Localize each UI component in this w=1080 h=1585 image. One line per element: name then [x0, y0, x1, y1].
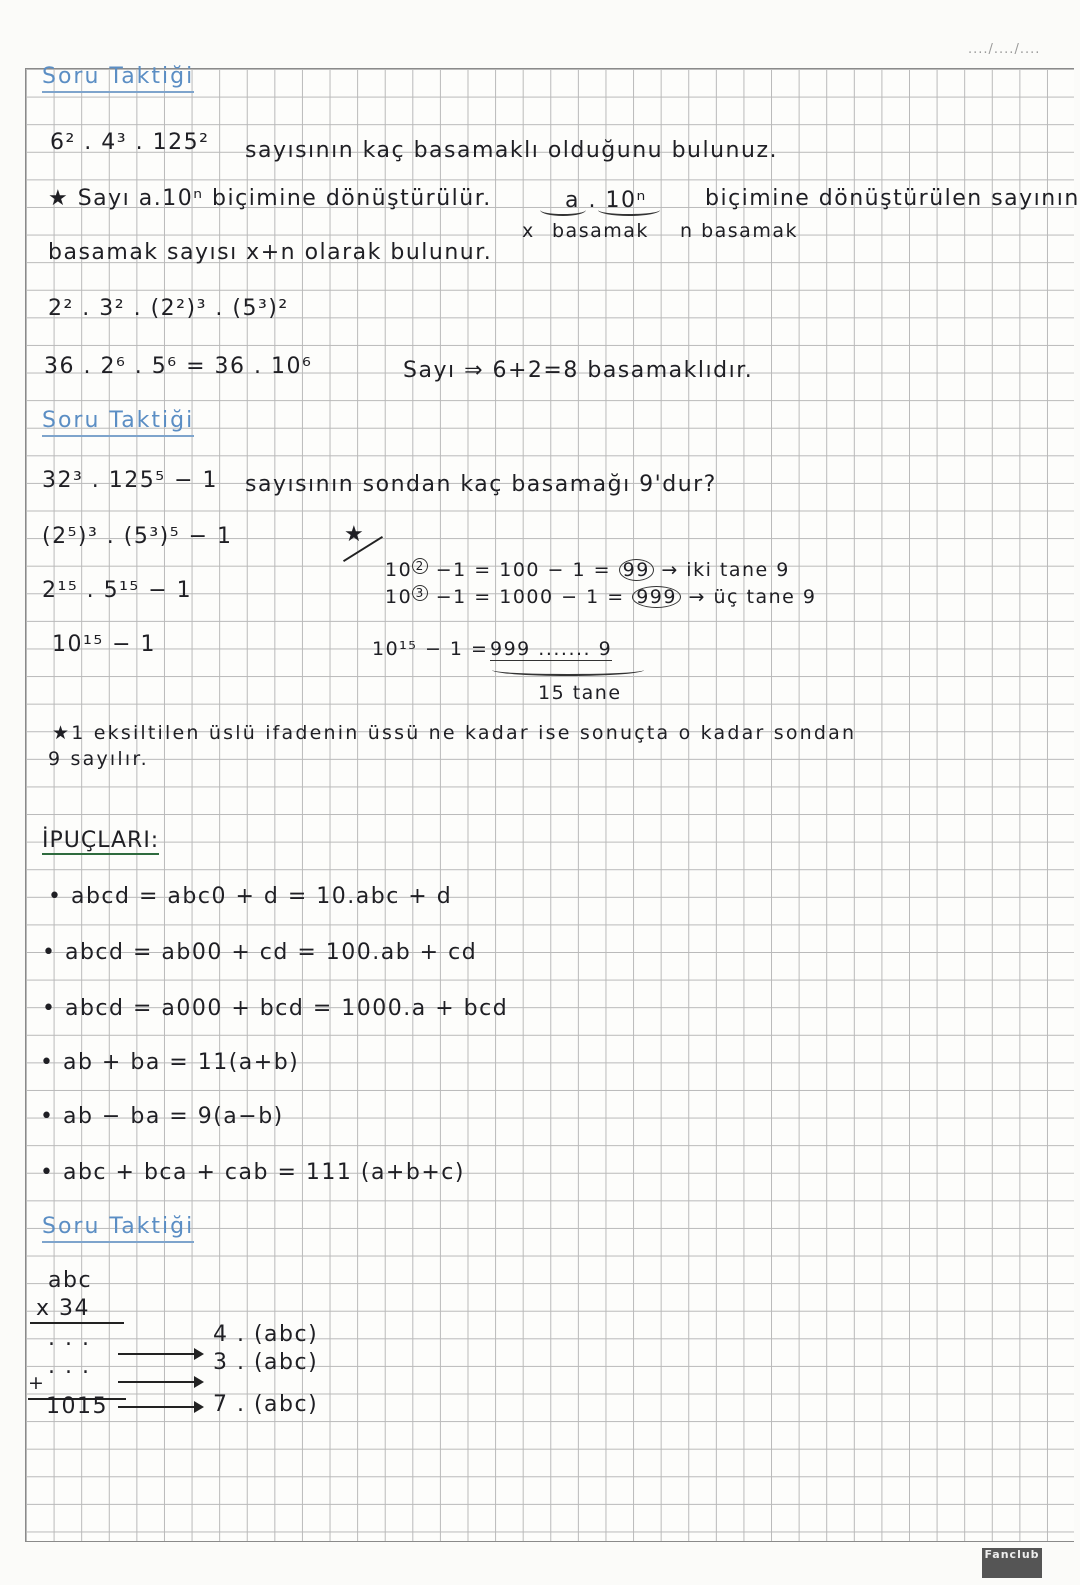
solution-1-step-2: 36 . 2⁶ . 5⁶ = 36 . 10⁶ — [44, 354, 313, 379]
section-3-title: Soru Taktiği — [42, 1214, 194, 1243]
multiplier: x 34 — [36, 1296, 91, 1321]
example-1-result-circled: 99 — [619, 559, 654, 581]
rule-line-2: 9 sayılır. — [48, 748, 149, 770]
partial-product-2: . . . — [48, 1354, 91, 1379]
partial-product-1: . . . — [48, 1326, 91, 1351]
hint-item — [48, 884, 452, 909]
product-result-label: 7 . (abc) — [213, 1392, 319, 1417]
question-2-text: sayısının sondan kaç basamağı 9'dur? — [245, 472, 717, 497]
question-1-expression: 6² . 4³ . 125² — [50, 130, 210, 155]
hint-item — [42, 940, 477, 965]
tip-line-1-start: ★ Sayı a.10ⁿ biçimine dönüştürülür. — [48, 186, 492, 211]
hint-text: ab + ba = 11(a+b) — [62, 1050, 300, 1075]
arrow-icon — [118, 1353, 202, 1355]
hint-item — [40, 1104, 284, 1129]
tip-line-2: basamak sayısı x+n olarak bulunur. — [48, 240, 493, 265]
date-field: ..../..../.... — [968, 42, 1041, 57]
question-1-text: sayısının kaç basamaklı olduğunu bulunuz. — [245, 138, 778, 163]
hint-text: abcd = a000 + bcd = 1000.a + bcd — [64, 996, 509, 1021]
partial-product-2-label: 3 . (abc) — [213, 1350, 319, 1375]
question-2-expression: 32³ . 125⁵ − 1 — [42, 468, 219, 493]
hint-text: abcd = abc0 + d = 10.abc + d — [70, 884, 453, 909]
product-result: 1015 — [46, 1394, 108, 1419]
watermark-logo: Fanclub — [982, 1548, 1042, 1578]
example-2-base: 10 — [385, 586, 413, 608]
tip-formula: a . 10ⁿ — [565, 188, 647, 213]
grid-paper — [25, 68, 1074, 1542]
example-3-brace-label: 15 tane — [538, 682, 622, 704]
hint-text: ab − ba = 9(a−b) — [62, 1104, 284, 1129]
bullet-icon: • — [40, 1160, 55, 1185]
hint-text: abc + bca + cab = 111 (a+b+c) — [62, 1160, 465, 1185]
bullet-icon: • — [42, 940, 57, 965]
hints-title: İPUÇLARI: — [42, 828, 160, 853]
bullet-icon: • — [42, 996, 57, 1021]
example-2-middle: −1 = 1000 − 1 = — [435, 586, 625, 608]
tip-x-label: x — [522, 220, 535, 242]
arrow-icon — [118, 1406, 202, 1408]
example-2 — [385, 585, 816, 608]
tip-right-label: n basamak — [680, 220, 798, 242]
example-1 — [385, 558, 790, 581]
solution-2-step-3: 10¹⁵ − 1 — [52, 632, 157, 657]
rule-line-1: ★1 eksiltilen üslü ifadenin üssü ne kadar ise sonuçta o kadar sondan — [52, 722, 857, 744]
section-1-title: Soru Taktiği — [42, 64, 194, 93]
tip-left-label: basamak — [552, 220, 649, 242]
tip-formula-brace-left — [540, 204, 586, 216]
bullet-icon: • — [48, 884, 63, 909]
bullet-icon: • — [40, 1050, 55, 1075]
hint-item — [40, 1160, 465, 1185]
example-1-base: 10 — [385, 559, 413, 581]
bullet-icon: • — [40, 1104, 55, 1129]
multiplicand: abc — [48, 1268, 93, 1293]
solution-2-step-2: 2¹⁵ . 5¹⁵ − 1 — [42, 578, 193, 603]
solution-2-step-1: (2⁵)³ . (5³)⁵ − 1 — [42, 524, 233, 549]
example-2-exponent-circled: 3 — [412, 585, 428, 601]
example-3-digits: 999 ....... 9 — [490, 638, 613, 660]
plus-sign: + — [28, 1372, 46, 1394]
tip-formula-brace-right — [598, 204, 660, 216]
hint-text: abcd = ab00 + cd = 100.ab + cd — [64, 940, 478, 965]
example-1-exponent-circled: 2 — [412, 558, 428, 574]
multiplication-line — [30, 1322, 124, 1324]
hint-item — [42, 996, 508, 1021]
example-1-middle: −1 = 100 − 1 = — [435, 559, 612, 581]
section-2-title: Soru Taktiği — [42, 408, 194, 437]
example-2-note: → üç tane 9 — [688, 586, 817, 608]
example-1-note: → iki tane 9 — [661, 559, 790, 581]
hint-item — [40, 1050, 299, 1075]
star-icon: ★ — [344, 522, 366, 547]
partial-product-1-label: 4 . (abc) — [213, 1322, 319, 1347]
example-2-result-circled: 999 — [632, 586, 681, 608]
solution-1-step-1: 2² . 3² . (2²)³ . (5³)² — [48, 296, 289, 321]
arrow-icon — [118, 1381, 202, 1383]
solution-1-answer: Sayı ⇒ 6+2=8 basamaklıdır. — [403, 358, 754, 383]
example-3-left: 10¹⁵ − 1 = — [372, 638, 489, 660]
tip-line-1-end: biçimine dönüştürülen sayının — [705, 186, 1080, 211]
example-3-brace — [492, 664, 644, 676]
